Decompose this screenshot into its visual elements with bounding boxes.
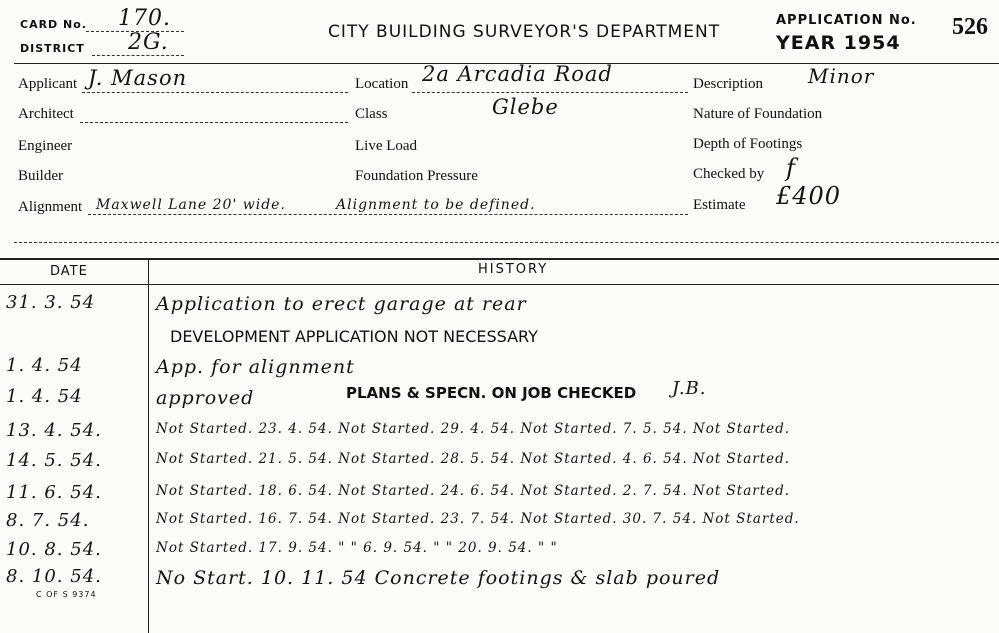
form-code: C OF S 9374 [36,590,97,599]
location-label: Location [355,76,409,92]
card-no-label: CARD No. [20,18,87,31]
history-date: 8. 7. 54. [6,510,90,531]
description-value: Minor [808,64,875,88]
history-entry: Not Started. 17. 9. 54. " " 6. 9. 54. " " 20. 9. 54. " " [156,540,558,556]
estimate-label: Estimate [693,197,746,213]
district-label: DISTRICT [20,42,85,55]
applicant-label: Applicant [18,76,78,92]
date-column-divider [148,258,149,633]
history-date: 31. 3. 54 [6,292,96,313]
history-entry: Not Started. 23. 4. 54. Not Started. 29. 4. 54. Not Started. 7. 5. 54. Not Started. [156,421,791,437]
year-label: YEAR 1954 [776,32,901,54]
history-top-rule [0,258,999,260]
history-date: 14. 5. 54. [6,450,102,471]
department-title: CITY BUILDING SURVEYOR'S DEPARTMENT [328,22,721,42]
history-header-rule [0,284,999,285]
checked-by-label: Checked by [693,166,765,182]
district-value: 2G. [128,30,169,55]
checked-by-value: f [786,154,796,182]
application-no-value: 526 [952,14,988,40]
date-header: DATE [50,264,88,279]
history-date: 8. 10. 54. [6,566,102,587]
history-entry: Application to erect garage at rear [156,293,527,315]
foundation-pressure-label: Foundation Pressure [355,168,478,184]
alignment-label: Alignment [18,199,83,215]
architect-label: Architect [18,106,74,122]
history-date: 11. 6. 54. [6,482,102,503]
plans-checked-initials: J.B. [672,378,707,399]
history-date: 10. 8. 54. [6,539,102,560]
location-rule [412,92,688,93]
alignment-rule [88,214,688,215]
engineer-label: Engineer [18,138,73,154]
history-entry: Not Started. 21. 5. 54. Not Started. 28. 5. 54. Not Started. 4. 6. 54. Not Started. [156,451,791,467]
architect-rule [80,122,348,123]
history-date: 1. 4. 54 [6,386,83,407]
district-rule [92,55,184,56]
development-stamp: DEVELOPMENT APPLICATION NOT NECESSARY [170,327,538,346]
class-label: Class [355,106,388,122]
history-entry: Not Started. 16. 7. 54. Not Started. 23. 7. 54. Not Started. 30. 7. 54. Not Started. [156,511,800,527]
applicant-value: J. Mason [88,66,188,90]
nature-of-foundation-label: Nature of Foundation [693,106,823,122]
alignment-value: Maxwell Lane 20' wide. [96,197,286,213]
alignment-note: Alignment to be defined. [336,197,536,213]
history-entry: Not Started. 18. 6. 54. Not Started. 24. 6. 54. Not Started. 2. 7. 54. Not Started. [156,483,791,499]
history-date: 13. 4. 54. [6,420,102,441]
history-header: HISTORY [478,262,549,277]
description-label: Description [693,76,763,92]
plans-checked-stamp: PLANS & SPECN. ON JOB CHECKED [346,384,637,402]
depth-of-footings-label: Depth of Footings [693,136,803,152]
history-entry: No Start. 10. 11. 54 Concrete footings & slab poured [156,567,721,589]
applicant-rule [82,92,348,93]
class-value: Glebe [492,95,559,119]
fields-bottom-rule [14,242,999,243]
live-load-label: Live Load [355,138,418,154]
card-no-value: 170. [118,6,171,31]
history-entry: App. for alignment [156,356,355,378]
history-entry: approved [156,387,255,409]
location-value: 2a Arcadia Road [422,62,613,86]
estimate-value: £400 [776,182,842,210]
history-date: 1. 4. 54 [6,355,83,376]
builder-label: Builder [18,168,63,184]
application-no-label: APPLICATION No. [776,13,917,28]
